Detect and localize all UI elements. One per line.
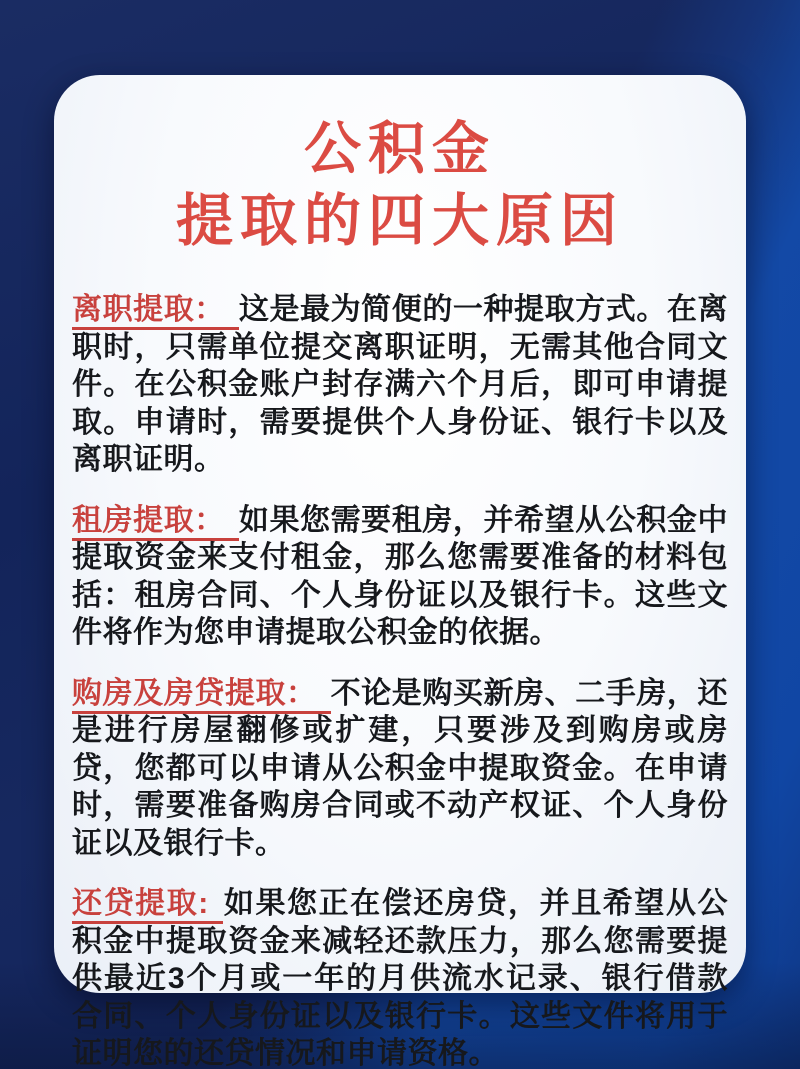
section-home-purchase-heading: 购房及房贷提取： [72,677,331,714]
section-loan-repayment-withdrawal [72,885,728,1069]
poster-title [71,113,729,257]
title-line-1: 公积金 [304,117,496,181]
section-resignation-heading: 离职提取： [72,293,239,330]
sections-list [71,291,729,1069]
content-card [54,75,746,1069]
section-resignation-withdrawal [72,291,728,479]
section-rent-heading: 租房提取： [72,504,239,541]
section-loan-repayment-heading: 还贷提取: [72,887,223,924]
section-rent-withdrawal [72,502,728,652]
section-loan-repayment-body: 如果您正在偿还房贷，并且希望从公积金中提取资金来减轻还款压力，那么您需要提供最近3个月或一年的月供流水记录、银行借款合同、个人身份证以及银行卡。这些文件将用于证明您的还贷情况和申请资格。 [72,887,728,1069]
section-home-purchase-body: 不论是购买新房、二手房，还是进行房屋翻修或扩建，只要涉及到购房或房贷，您都可以申请从公积金中提取资金。在申请时，需要准备购房合同或不动产权证、个人身份证以及银行卡。 [72,676,729,860]
title-line-2: 提取的四大原因 [176,189,624,253]
section-rent-body: 如果您需要租房，并希望从公积金中提取资金来支付租金，那么您需要准备的材料包括：租房合同、个人身份证以及银行卡。这些文件将作为您申请提取公积金的依据。 [72,503,728,649]
section-home-purchase-withdrawal [72,675,728,863]
section-resignation-body: 这是最为简便的一种提取方式。在离职时，只需单位提交离职证明，无需其他合同文件。在公积金账户封存满六个月后，即可申请提取。申请时，需要提供个人身份证、银行卡以及离职证明。 [72,293,728,476]
